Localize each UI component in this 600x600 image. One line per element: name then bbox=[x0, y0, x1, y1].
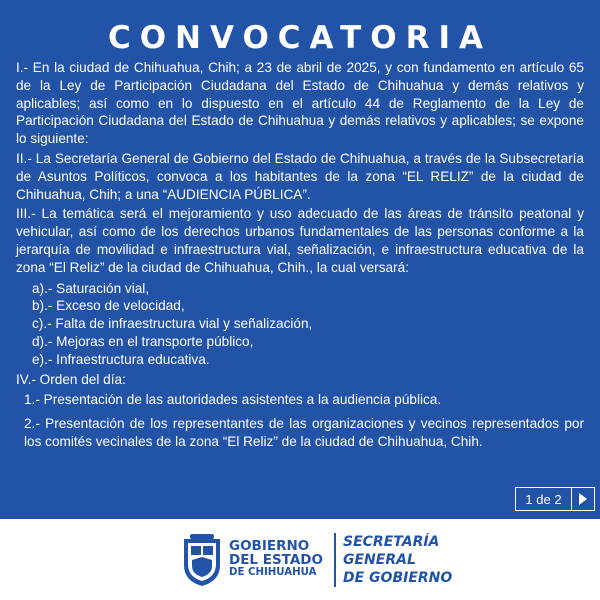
government-logo-text bbox=[229, 539, 323, 579]
section-1: I.- En la ciudad de Chihuahua, Chih; a 23 de abril de 2025, y con fundamento en artículo 65 de la Ley de Participación Ciudadana del Estado de Chihuahua y demás relativos y aplicables; así como en lo dispuesto en el artículo 44 de Reglamento de la Ley de Participación Ciudadana del Estado de Chihuahua y demás relativos y aplicables; se expone lo siguiente: bbox=[16, 60, 584, 147]
agenda-item bbox=[16, 391, 584, 409]
list-item: c).- Falta de infraestructura vial y señalización, bbox=[32, 316, 313, 332]
logo-divider bbox=[334, 533, 336, 587]
secretariat-logo-text bbox=[343, 533, 452, 587]
chevron-right-icon bbox=[578, 493, 588, 505]
gov-line-1: GOBIERNO bbox=[229, 538, 310, 554]
list-item: d).- Mejoras en el transporte público, bbox=[32, 333, 254, 349]
section-4: IV.- Orden del día: bbox=[16, 371, 126, 387]
pagination bbox=[515, 487, 595, 511]
agenda-item-text: 2.- Presentación de los representantes de las organizaciones y vecinos representados por los comités vecinales de la zona “El Reliz” de la ciudad de Chihuahua, Chih. bbox=[24, 416, 584, 449]
announcement-body bbox=[16, 59, 584, 457]
section-2: II.- La Secretaría General de Gobierno del Estado de Chihuahua, a través de la Subsecretaría de Asuntos Políticos, convoca a los habitantes de la zona “EL RELIZ” de la ciudad de Chihuahua, Chih; a una “AUDIENCIA PÚBLICA”. bbox=[16, 150, 584, 202]
topic-list bbox=[16, 280, 584, 369]
sec-line-1: SECRETARÍA bbox=[343, 534, 440, 550]
gov-line-2: DEL ESTADO bbox=[229, 552, 323, 568]
page-indicator: 1 de 2 bbox=[516, 488, 571, 510]
agenda-item-text: 1.- Presentación de las autoridades asistentes a la audiencia pública. bbox=[24, 392, 442, 408]
list-item: e).- Infraestructura educativa. bbox=[32, 351, 210, 367]
agenda-item bbox=[16, 415, 584, 451]
list-item: a).- Saturación vial, bbox=[32, 280, 150, 296]
list-item: b).- Exceso de velocidad, bbox=[32, 298, 185, 314]
state-seal-icon bbox=[180, 533, 224, 587]
page-title: CONVOCATORIA bbox=[107, 20, 493, 56]
gov-line-3: DE CHIHUAHUA bbox=[229, 567, 317, 578]
footer bbox=[0, 519, 600, 600]
sec-line-2: GENERAL bbox=[343, 552, 416, 568]
agenda-list bbox=[16, 391, 584, 450]
next-page-button[interactable] bbox=[571, 488, 594, 510]
section-3: III.- La temática será el mejoramiento y uso adecuado de las áreas de tránsito peatonal y vehicular, así como de los derechos urbanos fundamentales de las personas conforme a la jerarquía de movilidad e infraestructura vial, señalización, e infraestructura educativa de la zona “El Reliz” de la ciudad de Chihuahua, Chih., la cual versará: bbox=[16, 206, 584, 275]
sec-line-3: DE GOBIERNO bbox=[343, 570, 453, 586]
